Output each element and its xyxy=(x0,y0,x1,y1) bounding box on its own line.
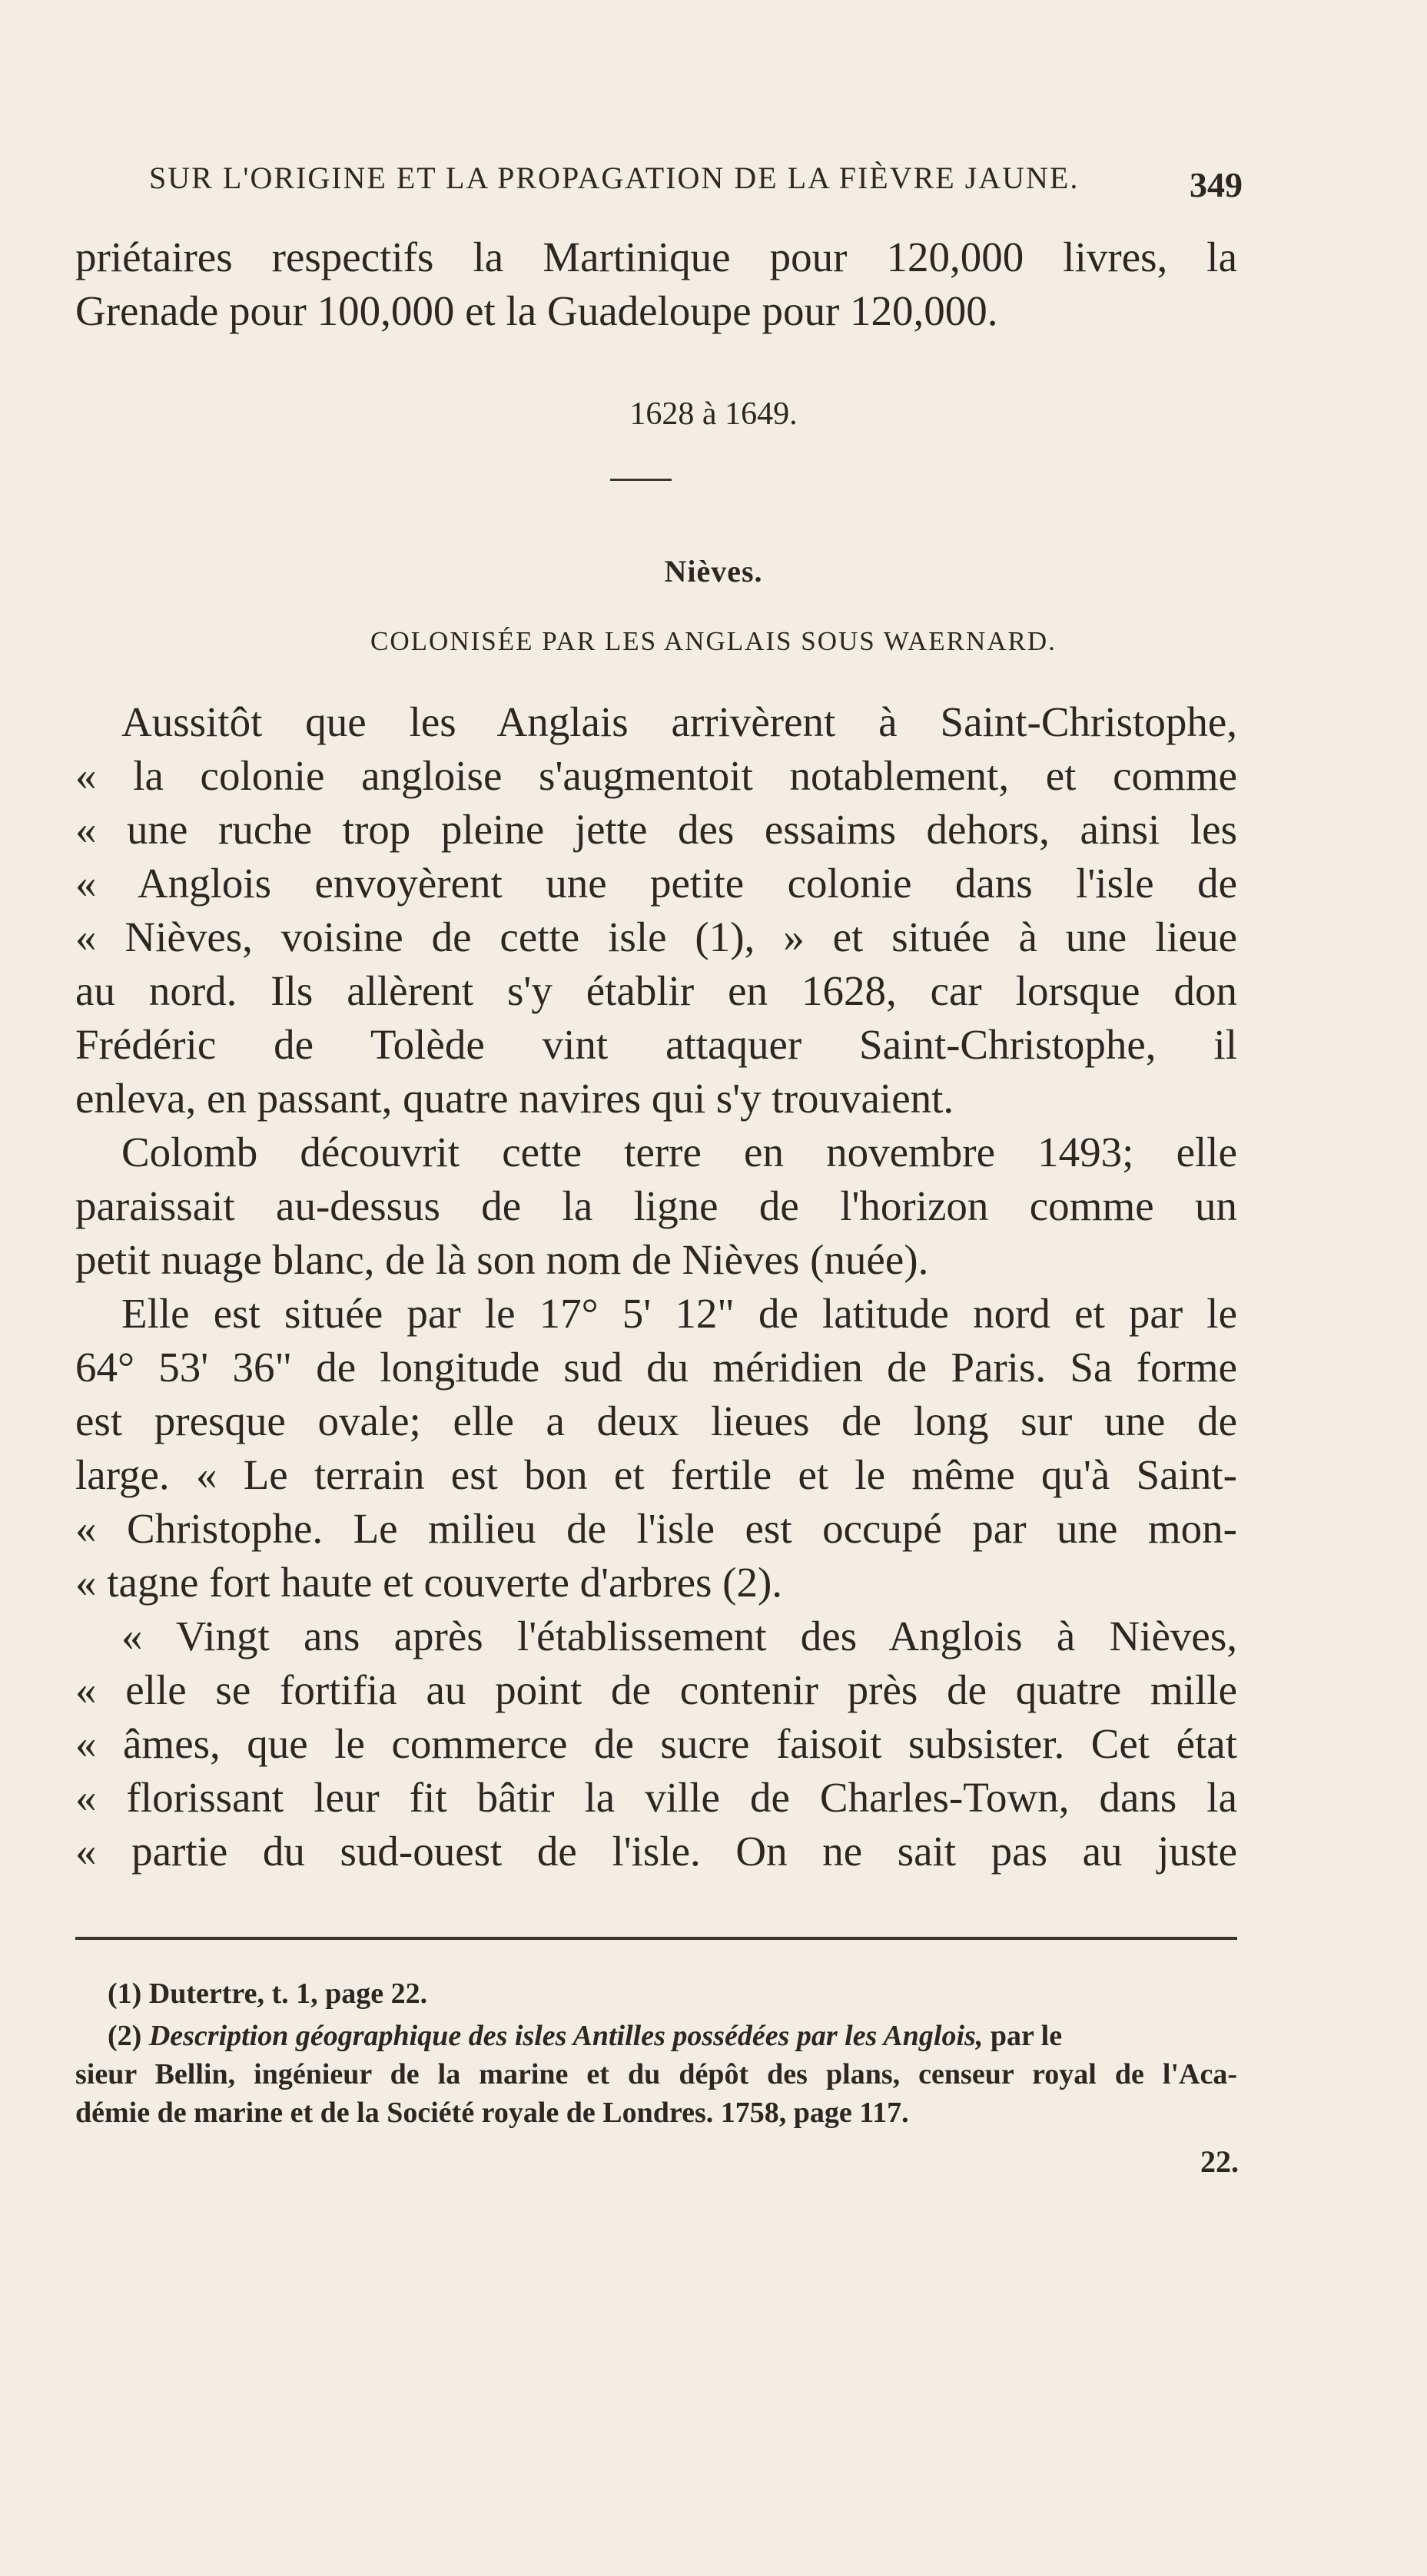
text-line: Grenade pour 100,000 et la Guadeloupe pour 120,000. xyxy=(75,287,998,334)
paragraph-line: Aussitôt que les Anglais arrivèrent à Saint-Christophe, xyxy=(121,698,1237,745)
footnote-2 xyxy=(108,2017,1237,2055)
paragraph-line: paraissait au-dessus de la ligne de l'horizon comme un xyxy=(75,1182,1237,1229)
paragraph-line: au nord. Ils allèrent s'y établir en 1628, car lorsque don xyxy=(75,967,1237,1014)
footnote-2-line-2: sieur Bellin, ingénieur de la marine et du dépôt des plans, censeur royal de l'Aca- xyxy=(75,2058,1237,2090)
page-number: 349 xyxy=(1190,165,1243,204)
paragraph-line: « une ruche trop pleine jette des essaims dehors, ainsi les xyxy=(75,806,1237,853)
paragraph-line: est presque ovale; elle a deux lieues de long sur une de xyxy=(75,1397,1237,1444)
paragraph-line: « florissant leur fit bâtir la ville de Charles-Town, dans la xyxy=(75,1774,1237,1821)
section-years: 1628 à 1649. xyxy=(629,396,798,432)
footnote-separator xyxy=(75,1937,1237,1940)
paragraph-line: « elle se fortifia au point de contenir près de quatre mille xyxy=(75,1666,1237,1713)
text-line: priétaires respectifs la Martinique pour 120,000 livres, la xyxy=(75,234,1237,280)
paragraph-line: Frédéric de Tolède vint attaquer Saint-Christophe, il xyxy=(75,1021,1237,1068)
footnote-2-number: (2) xyxy=(108,2020,142,2052)
paragraph-line: « Vingt ans après l'établissement des Anglois à Nièves, xyxy=(121,1613,1237,1659)
paragraph-line: Elle est située par le 17° 5' 12" de latitude nord et par le xyxy=(121,1290,1237,1337)
signature-mark: 22. xyxy=(1200,2144,1239,2179)
page-header xyxy=(74,154,1243,207)
paragraph-line: « Nièves, voisine de cette isle (1), » et située à une lieue xyxy=(75,913,1237,960)
running-title: SUR L'ORIGINE ET LA PROPAGATION DE LA FIÈVRE JAUNE. xyxy=(149,161,1080,195)
paragraph-line: petit nuage blanc, de là son nom de Nièves (nuée). xyxy=(75,1236,929,1283)
paragraph-line: large. « Le terrain est bon et fertile et le même qu'à Saint- xyxy=(75,1451,1237,1498)
paragraph-line: enleva, en passant, quatre navires qui s'y trouvaient. xyxy=(75,1075,954,1122)
section-divider xyxy=(610,479,672,481)
paragraph-line: « Anglois envoyèrent une petite colonie dans l'isle de xyxy=(75,860,1237,907)
section-subtitle: COLONISÉE PAR LES ANGLAIS SOUS WAERNARD. xyxy=(370,626,1057,656)
paragraph-line: Colomb découvrit cette terre en novembre 1493; elle xyxy=(121,1129,1237,1175)
footnote-1: (1) Dutertre, t. 1, page 22. xyxy=(108,1978,428,2010)
paragraph-line: « tagne fort haute et couverte d'arbres (2). xyxy=(75,1559,783,1606)
footnote-2-suffix: par le xyxy=(990,2020,1063,2052)
footnote-2-title: Description géographique des isles Antilles possédées par les Anglois, xyxy=(148,2020,984,2052)
paragraph-line: « la colonie angloise s'augmentoit notablement, et comme xyxy=(75,752,1237,799)
section-island-title: Nièves. xyxy=(664,554,763,588)
footnote-2-line-3: démie de marine et de la Société royale de Londres. 1758, page 117. xyxy=(75,2097,909,2129)
paragraph-line: « âmes, que le commerce de sucre faisoit subsister. Cet état xyxy=(75,1720,1237,1767)
paragraph-line: « partie du sud-ouest de l'isle. On ne sait pas au juste xyxy=(75,1828,1237,1875)
paragraph-line: « Christophe. Le milieu de l'isle est occupé par une mon- xyxy=(75,1505,1237,1552)
paragraph-line: 64° 53' 36" de longitude sud du méridien de Paris. Sa forme xyxy=(75,1344,1237,1391)
